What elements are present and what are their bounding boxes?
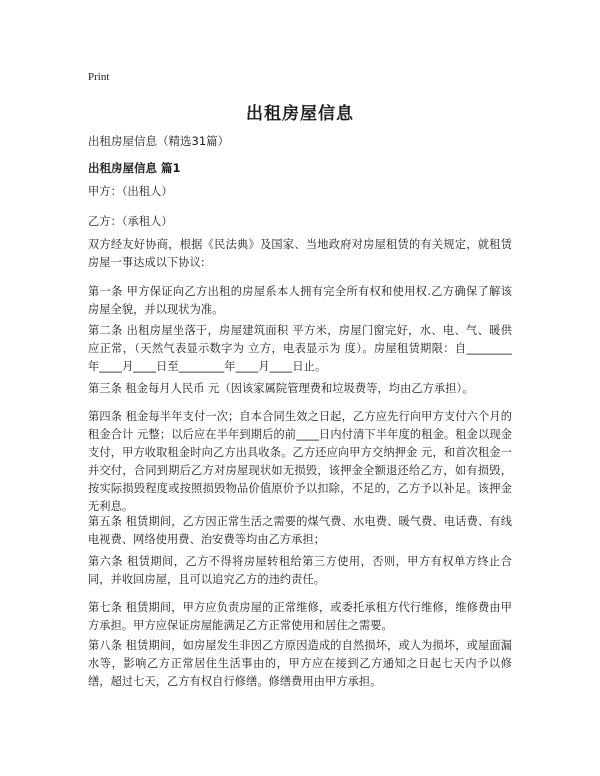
clause-1: 第一条 甲方保证向乙方出租的房屋系本人拥有完全所有权和使用权.乙方确保了解该房屋全貌，并以现状为准。 (88, 285, 512, 316)
clause-8: 第八条 租赁期间，如房屋发生非因乙方原因造成的自然损坏，或人为损坏，或屋面漏水等，影响乙方正常居住生活事由的，甲方应在接到乙方通知之日起七天内予以修缮，超过七天，乙方有权自行修缮。修缮费用由甲方承担。 (88, 639, 512, 688)
intro-paragraph: 双方经友好协商，根据《民法典》及国家、当地政府对房屋租赁的有关规定，就租赁房屋一事达成以下协议: (88, 238, 512, 269)
clause-4: 第四条 租金每半年支付一次；自本合同生效之日起，乙方应先行向甲方支付六个月的租金合计 元整；以后应在半年到期后的前____日内付清下半年度的租金。租金以现金支付，甲方收取租金时向乙方出具收条。乙方还应向甲方交纳押金 元，和首次租金一并交付，合同到期后乙方对房屋现状如无损毁，该押金全额退还给乙方，如有损毁，按实际损毁程度或按照损毁物品价值原价予以扣除，不足的，乙方予以补足。该押金无利息。 (88, 410, 512, 513)
section-heading: 出租房屋信息 篇1 (88, 161, 181, 175)
document-subtitle: 出租房屋信息（精选31篇） (88, 134, 230, 148)
document-title: 出租房屋信息 (246, 104, 354, 124)
clause-7: 第七条 租赁期间，甲方应负责房屋的正常维修，或委托承租方代行维修，维修费由甲方承担。甲方应保证房屋能满足乙方正常使用和居住之需要。 (88, 601, 512, 632)
party-b-line: 乙方：（承租人） (88, 215, 173, 228)
clause-5: 第五条 租赁期间，乙方因正常生活之需要的煤气费、水电费、暖气费、电话费、有线电视费、网络使用费、治安费等均由乙方承担； (88, 515, 512, 546)
print-label: Print (88, 71, 110, 83)
clause-2: 第二条 出租房屋坐落于，房屋建筑面积 平方米，房屋门窗完好，水、电、气、暖供应正常，（天然气表显示数字为 立方，电表显示为 度）。房屋租赁期限：自________年____月____日至________年____月____日止。 (88, 324, 512, 373)
party-a-line: 甲方：（出租人） (88, 185, 173, 198)
clause-6: 第六条 租赁期间，乙方不得将房屋转租给第三方使用，否则，甲方有权单方终止合同，并收回房屋，且可以追究乙方的违约责任。 (88, 555, 512, 586)
clause-3: 第三条 租金每月人民币 元（因该家属院管理费和垃圾费等，均由乙方承担）。 (88, 382, 474, 395)
